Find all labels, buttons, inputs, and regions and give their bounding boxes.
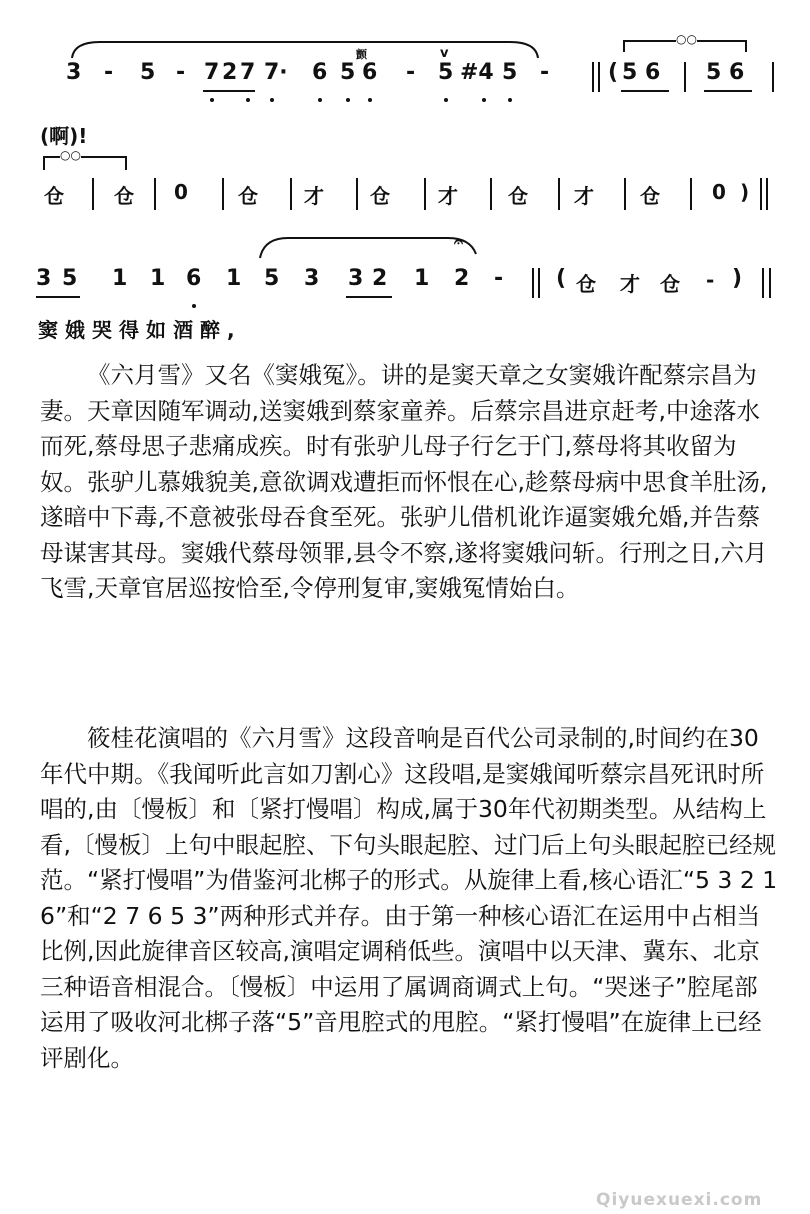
barline — [538, 268, 540, 298]
barline — [766, 178, 768, 210]
note: 5 — [340, 60, 356, 85]
low-dot — [192, 304, 196, 308]
perc-syllable: 仓 — [640, 184, 660, 208]
barline — [684, 62, 686, 92]
barline — [760, 178, 762, 210]
note: 6 — [362, 60, 378, 85]
fermata-mark: 𝄐 — [454, 232, 463, 251]
barline — [356, 178, 358, 210]
note: 3 — [348, 266, 364, 291]
perc-syllable: 仓 — [508, 184, 528, 208]
low-dot — [346, 98, 350, 102]
perc-rest: 0 — [174, 180, 188, 204]
note: #4 — [460, 60, 494, 85]
note: 1 — [226, 266, 242, 291]
barline — [424, 178, 426, 210]
score-row-1 — [0, 32, 810, 120]
note: 1 — [414, 266, 430, 291]
dash: - — [406, 60, 416, 85]
paren-open: ( — [608, 60, 619, 85]
harmonic-circles: ○○ — [60, 148, 81, 162]
dash: - — [176, 60, 186, 85]
dash: - — [494, 266, 504, 291]
perc-rest: 0 — [712, 180, 726, 204]
perc-syllable: 仓 — [238, 184, 258, 208]
barline — [762, 268, 764, 298]
underline — [203, 90, 255, 92]
note: 5 — [62, 266, 78, 291]
note: 2 — [222, 60, 238, 85]
barline — [532, 268, 534, 298]
perc-syllable: 仓 — [660, 272, 680, 296]
low-dot — [508, 98, 512, 102]
note: 5 — [438, 60, 454, 85]
note-group: 5 6 — [622, 60, 661, 85]
accent-mark: v — [440, 46, 449, 61]
low-dot — [246, 98, 250, 102]
watermark-text: Qiyuexuexi.com — [596, 1190, 763, 1210]
barline — [769, 268, 771, 298]
perc-syllable: 才 — [574, 184, 594, 208]
barline — [592, 62, 594, 92]
perc-syllable: 才 — [620, 272, 640, 296]
note: 7· — [264, 60, 288, 85]
note: 2 — [372, 266, 388, 291]
dash: - — [706, 268, 715, 292]
note: 6 — [312, 60, 328, 85]
low-dot — [368, 98, 372, 102]
note: 3 — [304, 266, 320, 291]
barline — [558, 178, 560, 210]
underline — [36, 296, 80, 298]
barline — [490, 178, 492, 210]
barline — [598, 62, 600, 92]
paragraph-analysis: 筱桂花演唱的《六月雪》这段音响是百代公司录制的,时间约在30年代中期。《我闻听此言如刀割心》这段唱,是窦娥闻听蔡宗昌死讯时所唱的,由〔慢板〕和〔紧打慢唱〕构成,属于30年代初期类型。从结构上看,〔慢板〕上句中眼起腔、下句头眼起腔、过门后上句头眼起腔已经规范。“紧打慢唱”为借鉴河北梆子的形式。从旋律上看,核心语汇“5 3 2 1 6”和“2 7 6 5 3”两种形式并存。由于第一种核心语汇在运用中占相当比例,因此旋律音区较高,演唱定调稍低些。演唱中以天津、冀东、北京三种语音相混合。〔慢板〕中运用了属调商调式上句。“哭迷子”腔尾部运用了吸收河北梆子落“5”音甩腔式的甩腔。“紧打慢唱”在旋律上已经评剧化。 — [40, 724, 778, 1072]
note: 2 — [454, 266, 470, 291]
paren-close: ) — [732, 266, 743, 291]
note: 5 — [264, 266, 280, 291]
underline — [621, 90, 669, 92]
phrase-slur — [258, 234, 480, 260]
note: 1 — [112, 266, 128, 291]
note: 7 — [204, 60, 220, 85]
paren-open: ( — [556, 266, 567, 291]
barline — [690, 178, 692, 210]
low-dot — [444, 98, 448, 102]
perc-syllable: 才 — [304, 184, 324, 208]
perc-syllable: 仓 — [576, 272, 596, 296]
perc-syllable: 仓 — [44, 184, 64, 208]
note: 6 — [186, 266, 202, 291]
lyric-line-1: (啊)! — [40, 124, 88, 148]
harmonic-circles: ○○ — [676, 32, 697, 46]
perc-syllable: 仓 — [114, 184, 134, 208]
barline — [290, 178, 292, 210]
note-group: 5 6 — [706, 60, 745, 85]
score-row-3 — [0, 232, 810, 316]
underline — [346, 296, 392, 298]
barline — [222, 178, 224, 210]
lyric-line-3: 窦娥哭得如酒醉, — [38, 318, 242, 342]
ornament-mark: 颤 — [356, 48, 367, 61]
paragraph-synopsis: 《六月雪》又名《窦娥冤》。讲的是窦天章之女窦娥许配蔡宗昌为妻。天章因随军调动,送窦娥到蔡家童养。后蔡宗昌进京赶考,中途落水而死,蔡母思子悲痛成疾。时有张驴儿母子行乞于门,蔡母将其收留为奴。张驴儿慕娥貌美,意欲调戏遭拒而怀恨在心,趁蔡母病中思食羊肚汤,遂暗中下毒,不意被张母吞食至死。张驴儿借机讹诈逼窦娥允婚,并告蔡母谋害其母。窦娥代蔡母领罪,县令不察,遂将窦娥问斩。行刑之日,六月飞雪,天章官居巡按恰至,令停刑复审,窦娥冤情始白。 — [40, 361, 768, 602]
phrase-slur — [70, 38, 540, 62]
underline — [704, 90, 752, 92]
low-dot — [210, 98, 214, 102]
bracket-mark — [42, 154, 128, 172]
perc-syllable: 仓 — [370, 184, 390, 208]
note: 5 — [502, 60, 518, 85]
dash: - — [540, 60, 550, 85]
note: 1 — [150, 266, 166, 291]
barline — [92, 178, 94, 210]
note: 5 — [140, 60, 156, 85]
low-dot — [270, 98, 274, 102]
perc-syllable: 才 — [438, 184, 458, 208]
note: 7 — [240, 60, 256, 85]
barline — [154, 178, 156, 210]
barline — [772, 62, 774, 92]
dash: - — [104, 60, 114, 85]
note: 3 — [66, 60, 82, 85]
percussion-row — [0, 148, 810, 220]
barline — [624, 178, 626, 210]
low-dot — [318, 98, 322, 102]
note: 3 — [36, 266, 52, 291]
paren-close: ) — [740, 180, 750, 204]
low-dot — [482, 98, 486, 102]
